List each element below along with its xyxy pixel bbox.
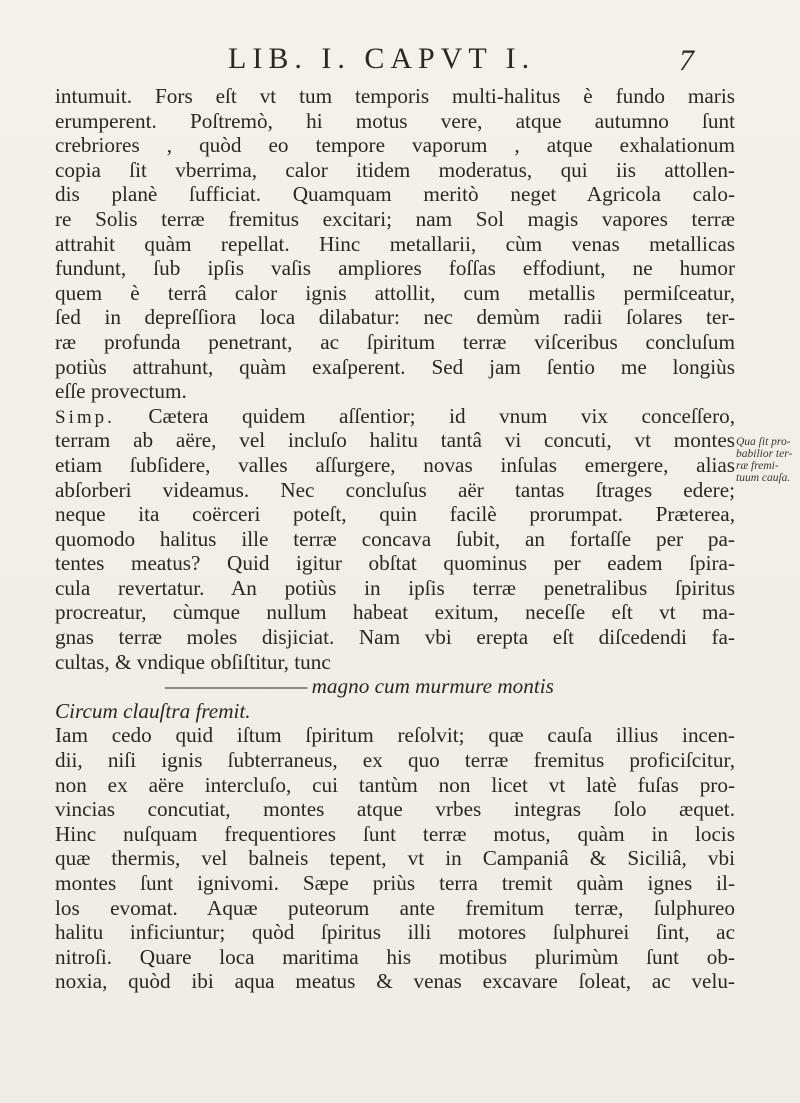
text-line: ſed in depreſſiora loca dilabatur: nec demùm radii ſolares ter-: [55, 305, 735, 330]
text-line: procreatur, cùmque nullum habeat exitum, neceſſe eſt vt ma-: [55, 600, 735, 625]
text-line: vincias concutiat, montes atque vrbes integras ſolo æquet.: [55, 797, 735, 822]
speaker-label: Simp.: [55, 406, 115, 428]
text-line: cultas, & vndique obſiſtitur, tunc: [55, 649, 331, 674]
text-line: nitroſi. Quare loca maritima his motibus plurimùm ſunt ob-: [55, 944, 735, 969]
text-line: erumperent. Poſtremò, hi motus vere, atque autumno ſunt: [55, 108, 735, 133]
text-line: quæ thermis, vel balneis tepent, vt in Campaniâ & Siciliâ, vbi: [55, 846, 735, 871]
text-line: quomodo halitus ille terræ concava ſubit, an fortaſſe per pa-: [55, 526, 735, 551]
margin-note: [736, 436, 794, 484]
text-line: neque ita coërceri poteſt, quin facilè prorumpat. Præterea,: [55, 502, 735, 527]
text-line: gnas terræ moles disjiciat. Nam vbi erepta eſt diſcedendi fa-: [55, 625, 735, 650]
text-line: potiùs attrahunt, quàm exaſperent. Sed jam ſentio me longiùs: [55, 354, 735, 379]
text-line: dii, niſi ignis ſubterraneus, ex quo terræ fremitus proficiſcitur,: [55, 748, 735, 773]
text-line: fundunt, ſub ipſis vaſis ampliores foſſas effodiunt, ne humor: [55, 256, 735, 281]
speaker-line: [55, 404, 735, 429]
text-line: etiam ſubſidere, valles aſſurgere, novas inſulas emergere, alias: [55, 452, 735, 477]
running-head: LIB. I. CAPVT I.: [228, 42, 536, 75]
text-line: montes ſunt ignivomi. Sæpe priùs terra tremit quàm ignes il-: [55, 871, 735, 895]
verse-line: [55, 674, 735, 699]
text-line: noxia, quòd ibi aqua meatus & venas excavare ſoleat, ac velu-: [55, 969, 735, 994]
margin-note-line: ræ fremi-: [736, 460, 779, 472]
text-line: crebriores , quòd eo tempore vaporum , atque exhalationum: [55, 133, 735, 158]
text-line: tentes meatus? Quid igitur obſtat quominus per eadem ſpira-: [55, 551, 735, 576]
text-line: intumuit. Fors eſt vt tum temporis multi-halitus è fundo maris: [55, 84, 735, 108]
page-number: 7: [679, 44, 694, 77]
text-line: eſſe provectum.: [55, 379, 187, 404]
margin-note-line: Qua ſit pro-: [736, 436, 791, 448]
text-line: abſorberi videamus. Nec concluſus aër tantas ſtrages edere;: [55, 477, 735, 502]
text-line: ræ profunda penetrant, ac ſpiritum terræ viſceribus concluſum: [55, 329, 735, 354]
verse-line: Circum clauſtra fremit.: [55, 698, 251, 723]
text-line: non ex aëre intercluſo, cui tantùm non licet vt latè fuſas pro-: [55, 772, 735, 797]
speaker-text: Cætera quidem aſſentior; id vnum vix conceſſero,: [148, 403, 736, 428]
text-line: halitu inficiuntur; quòd ſpiritus illi motores ſulphurei ſint, ac: [55, 920, 735, 945]
text-line: quem è terrâ calor ignis attollit, cum metallis permiſceatur,: [55, 280, 735, 305]
text-line: los evomat. Aquæ puteorum ante fremitum terræ, ſulphureo: [55, 895, 735, 920]
text-line: Hinc nuſquam frequentiores ſunt terræ motus, quàm in locis: [55, 821, 735, 846]
text-line: Iam cedo quid iſtum ſpiritum reſolvit; quæ cauſa illius incen-: [55, 723, 735, 748]
margin-note-line: tuum cauſa.: [736, 472, 791, 484]
verse-dash: ———————: [165, 674, 307, 699]
margin-note-line: babilior ter-: [736, 448, 793, 460]
text-line: re Solis terræ fremitus excitari; nam Sol magis vapores terræ: [55, 206, 735, 231]
page-header: [228, 42, 694, 82]
text-line: terram ab aëre, vel incluſo halitu tantâ vi concuti, vt montes: [55, 428, 735, 453]
verse-text: magno cum murmure montis: [311, 674, 554, 699]
text-line: dis planè ſufficiat. Quamquam meritò neget Agricola calo-: [55, 182, 735, 207]
body-text: [55, 84, 735, 994]
text-line: attrahit quàm repellat. Hinc metallarii, cùm venas metallicas: [55, 231, 735, 256]
text-line: copia ſit vberrima, calor itidem moderatus, qui iis attollen-: [55, 157, 735, 182]
text-line: cula revertatur. An potiùs in ipſis terræ penetralibus ſpiritus: [55, 575, 735, 600]
